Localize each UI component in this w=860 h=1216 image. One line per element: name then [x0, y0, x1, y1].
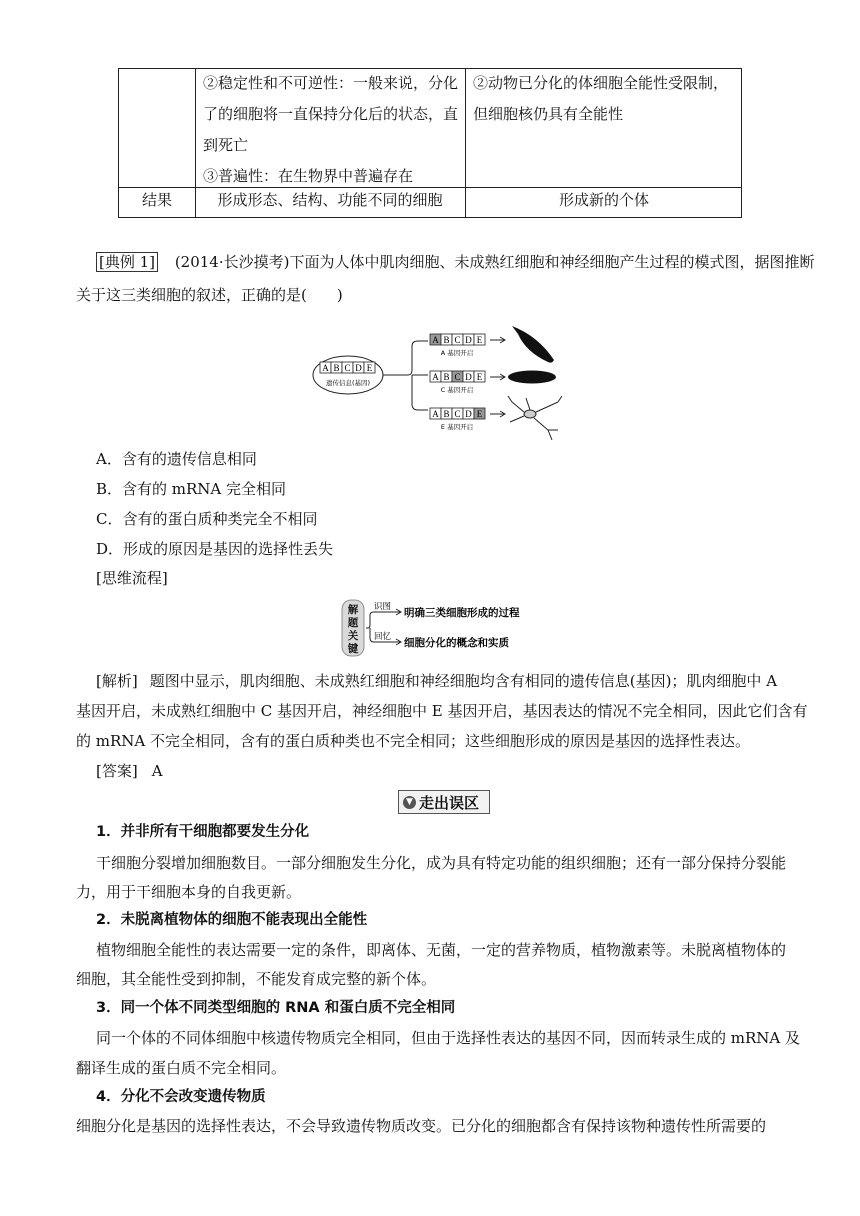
point-3-line2: 翻译生成的蛋白质不完全相同。 — [76, 1059, 287, 1077]
example-question-text: 下面为人体中肌肉细胞、未成熟红细胞和神经细胞产生过程的模式图，据图推断 — [289, 253, 815, 271]
point-2-line1: 植物细胞全能性的表达需要一定的条件，即离体、无菌，一定的营养物质，植物激素等。未脱离植物体的 — [96, 941, 787, 959]
svg-text:C: C — [454, 409, 461, 419]
chevron-down-icon: ▼ — [403, 796, 416, 809]
table-cell-row1-col3: ②动物已分化的体细胞全能性受限制， 但细胞核仍具有全能性 — [473, 74, 729, 123]
comparison-table — [118, 68, 742, 218]
point-1-title: 1．并非所有干细胞都要发生分化 — [96, 824, 310, 840]
table-cell-row2-col1: 结果 — [141, 191, 172, 209]
option-b: B．含有的 mRNA 完全相同 — [96, 480, 287, 498]
answer-line — [96, 761, 163, 781]
svg-text:A: A — [432, 372, 439, 382]
point-4-line1: 细胞分化是基因的选择性表达，不会导致遗传物质改变。已分化的细胞都含有保持该物种遗传性所需要的 — [76, 1117, 767, 1135]
svg-text:D: D — [465, 409, 472, 419]
thinking-flow-diagram — [340, 598, 560, 658]
step2-text: 细胞分化的概念和实质 — [404, 637, 509, 649]
option-d: D．形成的原因是基因的选择性丢失 — [96, 540, 334, 558]
example-source: (2014·长沙摸考) — [174, 253, 290, 271]
example-question-line1 — [96, 252, 814, 272]
key-char-4: 键 — [347, 643, 359, 655]
analysis-line1: [解析] 题图中显示，肌肉细胞、未成熟红细胞和神经细胞均含有相同的遗传信息(基因)；肌肉细胞中 A — [96, 672, 778, 690]
svg-text:A: A — [432, 335, 439, 345]
analysis-line2: 基因开启，未成熟红细胞中 C 基因开启，神经细胞中 E 基因开启，基因表达的情况不完全相同，因此它们含有 — [76, 702, 808, 720]
svg-text:D: D — [465, 372, 472, 382]
answer-value: A — [151, 762, 163, 780]
branch-row-a — [430, 326, 554, 363]
option-c: C．含有的蛋白质种类完全不相同 — [96, 510, 318, 528]
point-3-line1: 同一个体的不同体细胞中核遗传物质完全相同，但由于选择性表达的基因不同，因而转录生成的 mRNA 及 — [96, 1029, 801, 1047]
table-cell-row1-col2: ②稳定性和不可逆性：一般来说，分化 了的细胞将一直保持分化后的状态，直 到死亡 ③普遍性：在生物界中普遍存在 — [203, 74, 459, 185]
point-2-line2: 细胞，其全能性受到抑制，不能发育成完整的新个体。 — [76, 970, 437, 988]
analysis-line3: 的 mRNA 不完全相同，含有的蛋白质种类也不完全相同；这些细胞形成的原因是基因的选择性表达。 — [76, 732, 751, 750]
step1-label: 识图 — [374, 602, 392, 612]
origin-label: 遗传信息(基因) — [325, 379, 371, 387]
origin-letter-c: C — [344, 363, 351, 373]
point-2-title: 2．未脱离植物体的细胞不能表现出全能性 — [96, 912, 368, 928]
section-banner-title: 走出误区 — [419, 793, 480, 812]
gene-expression-diagram — [312, 326, 562, 442]
point-1-line2: 力，用于干细胞本身的自我更新。 — [76, 883, 302, 901]
branch-label-e: E 基因开启 — [440, 423, 474, 431]
svg-text:E: E — [476, 372, 483, 382]
svg-text:B: B — [443, 372, 450, 382]
branch-label-a: A 基因开启 — [440, 349, 474, 357]
branch-label-c: C 基因开启 — [440, 386, 474, 394]
example-question-line2: 关于这三类细胞的叙述，正确的是( ) — [76, 286, 343, 304]
origin-letter-d: D — [355, 363, 362, 373]
key-char-1: 解 — [347, 604, 359, 616]
arrow-icon — [490, 411, 505, 417]
arrow-icon — [490, 337, 505, 343]
origin-letters — [320, 362, 375, 373]
red-blood-cell-icon — [508, 371, 556, 384]
table-cell-row2-col2: 形成形态、结构、功能不同的细胞 — [217, 191, 443, 209]
arrow-icon — [490, 374, 505, 380]
example-tag: [典例 1] — [96, 252, 158, 272]
analysis-tag: [解析] — [96, 672, 138, 690]
point-3-title: 3．同一个体不同类型细胞的 RNA 和蛋白质不完全相同 — [96, 1000, 456, 1016]
origin-letter-a: A — [322, 363, 329, 373]
point-4-title: 4．分化不会改变遗传物质 — [96, 1089, 266, 1105]
svg-text:D: D — [465, 335, 472, 345]
branch-row-c — [430, 371, 556, 395]
step2-label: 回忆 — [374, 632, 392, 642]
origin-letter-b: B — [333, 363, 340, 373]
svg-text:A: A — [432, 409, 439, 419]
branch-brace — [383, 341, 428, 410]
key-char-3: 关 — [347, 630, 359, 642]
svg-text:B: B — [443, 335, 450, 345]
neuron-icon — [508, 396, 562, 440]
branch-row-e — [430, 396, 562, 440]
thinking-heading: [思维流程] — [96, 569, 168, 587]
section-banner — [398, 790, 490, 814]
muscle-cell-icon — [512, 326, 554, 363]
origin-letter-e: E — [366, 363, 373, 373]
key-char-2: 题 — [347, 617, 359, 629]
point-1-line1: 干细胞分裂增加细胞数目。一部分细胞发生分化，成为具有特定功能的组织细胞；还有一部分保持分裂能 — [96, 854, 787, 872]
answer-tag: [答案] — [96, 762, 138, 780]
svg-text:E: E — [476, 335, 483, 345]
svg-text:C: C — [454, 372, 461, 382]
svg-text:B: B — [443, 409, 450, 419]
step1-text: 明确三类细胞形成的过程 — [404, 607, 520, 619]
svg-text:E: E — [476, 409, 483, 419]
svg-text:C: C — [454, 335, 461, 345]
option-a: A．含有的遗传信息相同 — [96, 450, 257, 468]
table-cell-row2-col3: 形成新的个体 — [558, 191, 649, 209]
